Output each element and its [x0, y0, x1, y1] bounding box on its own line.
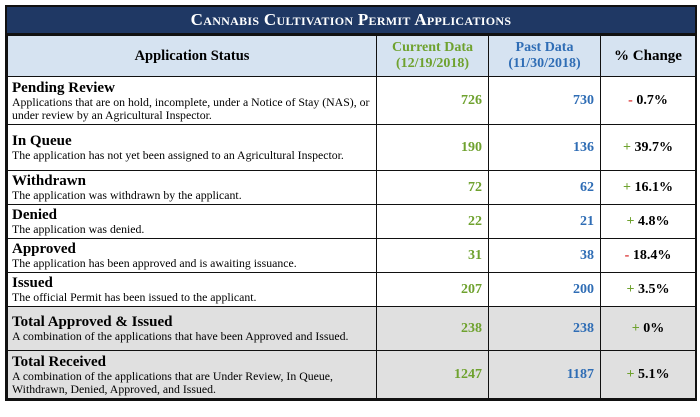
current-value: 190 — [377, 125, 489, 171]
status-table — [7, 35, 696, 399]
status-title: In Queue — [12, 133, 72, 149]
status-cell — [8, 273, 377, 307]
status-title: Total Approved & Issued — [12, 314, 173, 330]
change-value: 0.7% — [636, 92, 668, 108]
status-description: Applications that are on hold, incomplete, under a Notice of Stay (NAS), or under review by an Agricultural Inspector. — [12, 94, 370, 122]
status-description: The application has been approved and is awaiting issuance. — [12, 256, 297, 270]
past-value: 1187 — [489, 351, 601, 399]
change-cell — [601, 205, 696, 239]
change-value: 0% — [643, 320, 665, 336]
change-sign: + — [626, 213, 635, 229]
change-sign: - — [628, 92, 633, 108]
table-row — [8, 273, 696, 307]
table-row — [8, 239, 696, 273]
change-cell — [601, 125, 696, 171]
change-sign: + — [626, 366, 635, 382]
status-description: A combination of the applications that are Under Review, In Queue, Withdrawn, Denied, Approved, and Issued. — [12, 368, 333, 396]
header-past-label: Past Data — [515, 40, 574, 55]
header-current-date: (12/19/2018) — [395, 56, 470, 71]
status-description: A combination of the applications that have been Approved and Issued. — [12, 329, 349, 343]
past-value: 136 — [489, 125, 601, 171]
table-row — [8, 77, 696, 125]
change-value: 39.7% — [634, 139, 673, 155]
status-cell — [8, 77, 377, 125]
past-value: 21 — [489, 205, 601, 239]
past-value: 238 — [489, 307, 601, 351]
change-cell — [601, 273, 696, 307]
status-description: The application was withdrawn by the applicant. — [12, 188, 242, 202]
change-value: 16.1% — [634, 179, 673, 195]
status-cell — [8, 171, 377, 205]
status-cell — [8, 239, 377, 273]
current-value: 31 — [377, 239, 489, 273]
header-row — [8, 36, 696, 77]
change-cell — [601, 239, 696, 273]
status-title: Denied — [12, 207, 57, 223]
change-sign: + — [623, 179, 631, 195]
status-title: Issued — [12, 275, 53, 291]
header-status: Application Status — [8, 36, 377, 77]
current-value: 72 — [377, 171, 489, 205]
status-title: Approved — [12, 241, 76, 257]
status-cell — [8, 351, 377, 399]
table-title: Cannabis Cultivation Permit Applications — [7, 7, 695, 35]
table-row — [8, 307, 696, 351]
past-value: 62 — [489, 171, 601, 205]
change-value: 18.4% — [632, 247, 672, 263]
change-sign: + — [623, 139, 631, 155]
change-sign: + — [631, 320, 640, 336]
status-cell — [8, 205, 377, 239]
change-cell — [601, 77, 696, 125]
change-value: 3.5% — [637, 281, 670, 297]
change-value: 4.8% — [637, 213, 670, 229]
current-value: 207 — [377, 273, 489, 307]
change-cell — [601, 351, 696, 399]
table-row — [8, 125, 696, 171]
current-value: 726 — [377, 77, 489, 125]
current-value: 238 — [377, 307, 489, 351]
past-value: 200 — [489, 273, 601, 307]
past-value: 38 — [489, 239, 601, 273]
status-cell — [8, 125, 377, 171]
header-current — [377, 36, 489, 77]
current-value: 1247 — [377, 351, 489, 399]
change-sign: - — [624, 247, 630, 263]
change-sign: + — [626, 281, 635, 297]
header-past — [489, 36, 601, 77]
table-row — [8, 205, 696, 239]
status-title: Withdrawn — [12, 173, 86, 189]
header-past-date: (11/30/2018) — [508, 56, 581, 71]
status-description: The application has not yet been assigned to an Agricultural Inspector. — [12, 148, 344, 162]
table-row — [8, 171, 696, 205]
change-value: 5.1% — [637, 366, 670, 382]
table-row — [8, 351, 696, 399]
status-cell — [8, 307, 377, 351]
past-value: 730 — [489, 77, 601, 125]
header-current-label: Current Data — [391, 40, 473, 55]
permit-applications-table — [5, 5, 697, 401]
change-cell — [601, 171, 696, 205]
current-value: 22 — [377, 205, 489, 239]
header-change: % Change — [601, 36, 696, 77]
status-description: The application was denied. — [12, 222, 145, 236]
status-title: Pending Review — [12, 79, 115, 96]
change-cell — [601, 307, 696, 351]
status-description: The official Permit has been issued to the applicant. — [12, 290, 257, 304]
status-title: Total Received — [12, 353, 107, 370]
